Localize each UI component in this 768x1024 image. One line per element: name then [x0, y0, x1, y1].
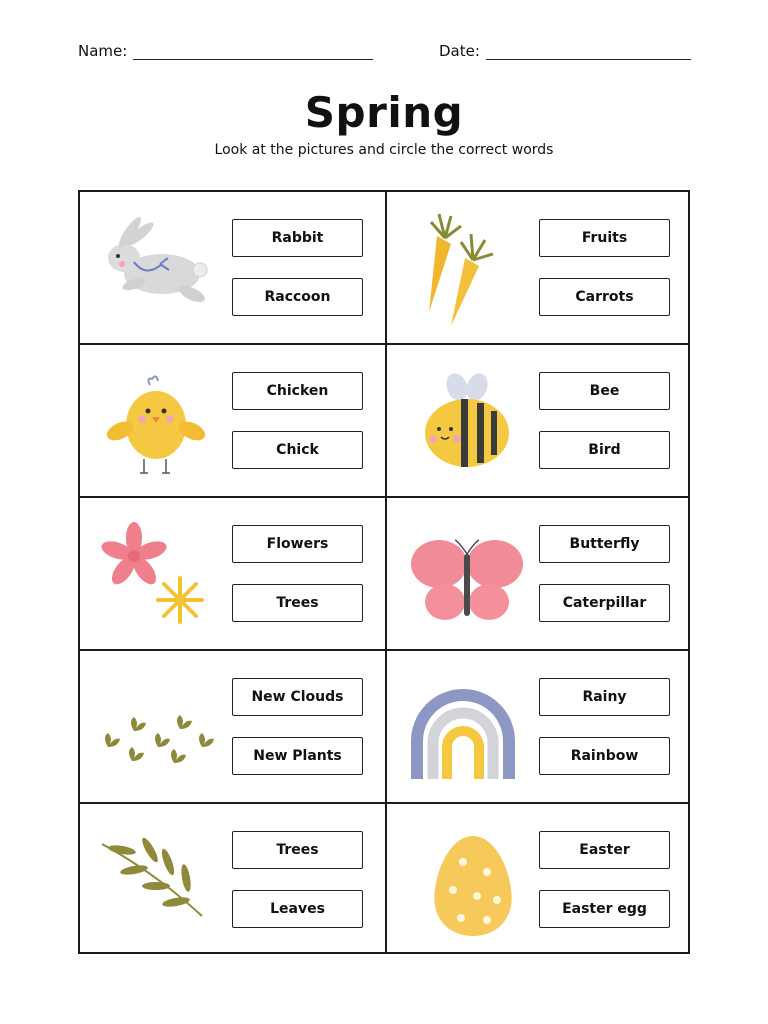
carrots-icon	[401, 208, 525, 328]
answer-option[interactable]: Chicken	[232, 372, 363, 410]
flowers-icon	[94, 514, 218, 634]
answer-option[interactable]: New Plants	[232, 737, 363, 775]
date-field[interactable]	[486, 58, 691, 60]
worksheet-cell	[80, 498, 385, 650]
answer-option[interactable]: Rabbit	[232, 219, 363, 257]
worksheet-cell	[387, 192, 692, 344]
answer-option[interactable]: Carrots	[539, 278, 670, 316]
worksheet-cell	[80, 651, 385, 803]
answer-option[interactable]: Rainy	[539, 678, 670, 716]
name-label: Name:	[78, 42, 128, 60]
answer-option[interactable]: Fruits	[539, 219, 670, 257]
date-row	[439, 42, 691, 60]
answer-option[interactable]: Chick	[232, 431, 363, 469]
worksheet-cell	[80, 345, 385, 497]
worksheet-cell	[387, 804, 692, 956]
rabbit-icon	[94, 208, 218, 328]
instructions: Look at the pictures and circle the correct words	[214, 142, 554, 158]
leaves-icon	[94, 820, 218, 940]
answer-option[interactable]: Trees	[232, 831, 363, 869]
worksheet-cell	[387, 498, 692, 650]
plants-icon	[94, 667, 218, 787]
answer-option[interactable]: Raccoon	[232, 278, 363, 316]
answer-option[interactable]: Butterfly	[539, 525, 670, 563]
date-label: Date:	[439, 42, 480, 60]
answer-option[interactable]: Leaves	[232, 890, 363, 928]
easter-egg-icon	[401, 820, 525, 940]
answer-option[interactable]: Bee	[539, 372, 670, 410]
worksheet-grid	[78, 190, 690, 954]
worksheet-cell	[80, 804, 385, 956]
worksheet-cell	[80, 192, 385, 344]
answer-option[interactable]: Bird	[539, 431, 670, 469]
answer-option[interactable]: Easter egg	[539, 890, 670, 928]
chick-icon	[94, 361, 218, 481]
worksheet-cell	[387, 345, 692, 497]
rainbow-icon	[401, 667, 525, 787]
answer-option[interactable]: Rainbow	[539, 737, 670, 775]
name-field[interactable]	[133, 58, 373, 60]
butterfly-icon	[401, 514, 525, 634]
answer-option[interactable]: Flowers	[232, 525, 363, 563]
answer-option[interactable]: Caterpillar	[539, 584, 670, 622]
answer-option[interactable]: Easter	[539, 831, 670, 869]
answer-option[interactable]: New Clouds	[232, 678, 363, 716]
answer-option[interactable]: Trees	[232, 584, 363, 622]
worksheet-cell	[387, 651, 692, 803]
name-row	[78, 42, 373, 60]
page-title: Spring	[304, 88, 464, 137]
bee-icon	[401, 361, 525, 481]
